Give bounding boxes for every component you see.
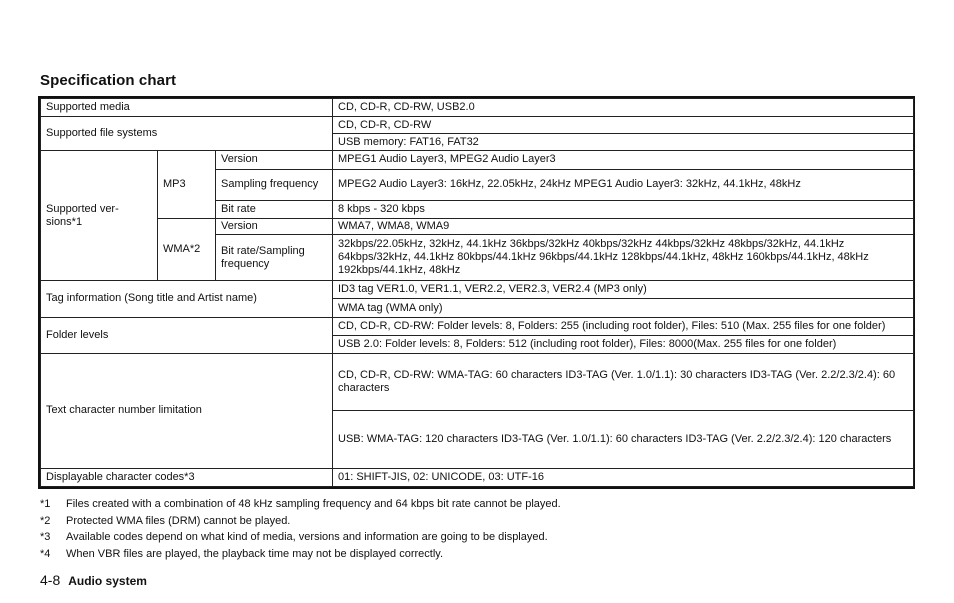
row-value-folder-cd: CD, CD-R, CD-RW: Folder levels: 8, Folders: 255 (including root folder), Files: 510 (Max. 255 files for one folder) — [333, 317, 914, 335]
wma-bitrate-label: Bit rate/Sampling frequency — [216, 234, 333, 280]
section-name: Audio system — [68, 574, 147, 588]
row-label-versions: Supported ver- sions*1 — [41, 151, 158, 281]
wma-bitrate-value: 32kbps/22.05kHz, 32kHz, 44.1kHz 36kbps/32kHz 40kbps/32kHz 44kbps/32kHz 48kbps/32kHz, 44.1kHz 64kbps/32kHz, 44.1kHz 80kbps/44.1kHz 96kbps/44.1kHz 128kbps/44.1kHz, 48kHz 160kbps/44.1kHz, 48kHz 192kbps/44.1kHz, 48kHz — [333, 234, 914, 280]
footnote-text: When VBR files are played, the playback time may not be displayed correctly. — [66, 548, 444, 561]
row-value-char-codes: 01: SHIFT-JIS, 02: UNICODE, 03: UTF-16 — [333, 468, 914, 486]
page-number: 4-8 — [40, 572, 61, 588]
table-row — [41, 99, 914, 117]
footnotes — [40, 496, 561, 563]
mp3-version-label: Version — [216, 151, 333, 169]
table-row — [41, 317, 914, 335]
mp3-sampling-value: MPEG2 Audio Layer3: 16kHz, 22.05kHz, 24kHz MPEG1 Audio Layer3: 32kHz, 44.1kHz, 48kHz — [333, 169, 914, 200]
table-row — [41, 218, 914, 234]
footnote-mark: *2 — [40, 514, 51, 527]
footnote-text: Files created with a combination of 48 kHz sampling frequency and 64 kbps bit rate cannot be played. — [66, 498, 561, 510]
row-value-file-systems-usb: USB memory: FAT16, FAT32 — [333, 134, 914, 151]
row-value-file-systems-cd: CD, CD-R, CD-RW — [333, 117, 914, 134]
footnote — [40, 529, 561, 546]
footnote-mark: *3 — [40, 531, 51, 544]
footnote — [40, 546, 561, 563]
mp3-sampling-label: Sampling frequency — [216, 169, 333, 200]
row-label-tag-info: Tag information (Song title and Artist name) — [41, 281, 333, 317]
footnote-text: Protected WMA files (DRM) cannot be played. — [66, 514, 291, 527]
mp3-label: MP3 — [158, 151, 216, 218]
table-row — [41, 281, 914, 299]
wma-version-label: Version — [216, 218, 333, 234]
mp3-bitrate-value: 8 kbps - 320 kbps — [333, 200, 914, 218]
row-value-folder-usb: USB 2.0: Folder levels: 8, Folders: 512 (including root folder), Files: 8000(Max. 255 files for one folder) — [333, 335, 914, 353]
spec-table — [40, 98, 914, 487]
mp3-version-value: MPEG1 Audio Layer3, MPEG2 Audio Layer3 — [333, 151, 914, 169]
row-label-media: Supported media — [41, 99, 333, 117]
row-label-file-systems: Supported file systems — [41, 117, 333, 151]
row-value-text-usb: USB: WMA-TAG: 120 characters ID3-TAG (Ver. 1.0/1.1): 60 characters ID3-TAG (Ver. 2.2/2.3/2.4): 120 characters — [333, 411, 914, 468]
row-value-tag-wma: WMA tag (WMA only) — [333, 299, 914, 317]
footnote-mark: *1 — [40, 498, 51, 510]
page-footer — [40, 572, 147, 588]
wma-label: WMA*2 — [158, 218, 216, 280]
table-row — [41, 353, 914, 410]
footnote-text: Available codes depend on what kind of media, versions and information are going to be displayed. — [66, 531, 548, 544]
footnote — [40, 496, 561, 513]
page-title: Specification chart — [40, 72, 177, 89]
table-row — [41, 468, 914, 486]
footnote-mark: *4 — [40, 548, 51, 561]
row-label-text-limit: Text character number limitation — [41, 353, 333, 468]
row-value-tag-id3: ID3 tag VER1.0, VER1.1, VER2.2, VER2.3, VER2.4 (MP3 only) — [333, 281, 914, 299]
wma-version-value: WMA7, WMA8, WMA9 — [333, 218, 914, 234]
row-value-text-cd: CD, CD-R, CD-RW: WMA-TAG: 60 characters ID3-TAG (Ver. 1.0/1.1): 30 characters ID3-TAG (Ver. 2.2/2.3/2.4): 60 characters — [333, 353, 914, 410]
row-label-folder-levels: Folder levels — [41, 317, 333, 353]
footnote — [40, 513, 561, 530]
row-value-media: CD, CD-R, CD-RW, USB2.0 — [333, 99, 914, 117]
row-label-char-codes: Displayable character codes*3 — [41, 468, 333, 486]
mp3-bitrate-label: Bit rate — [216, 200, 333, 218]
table-row — [41, 117, 914, 134]
table-row — [41, 151, 914, 169]
